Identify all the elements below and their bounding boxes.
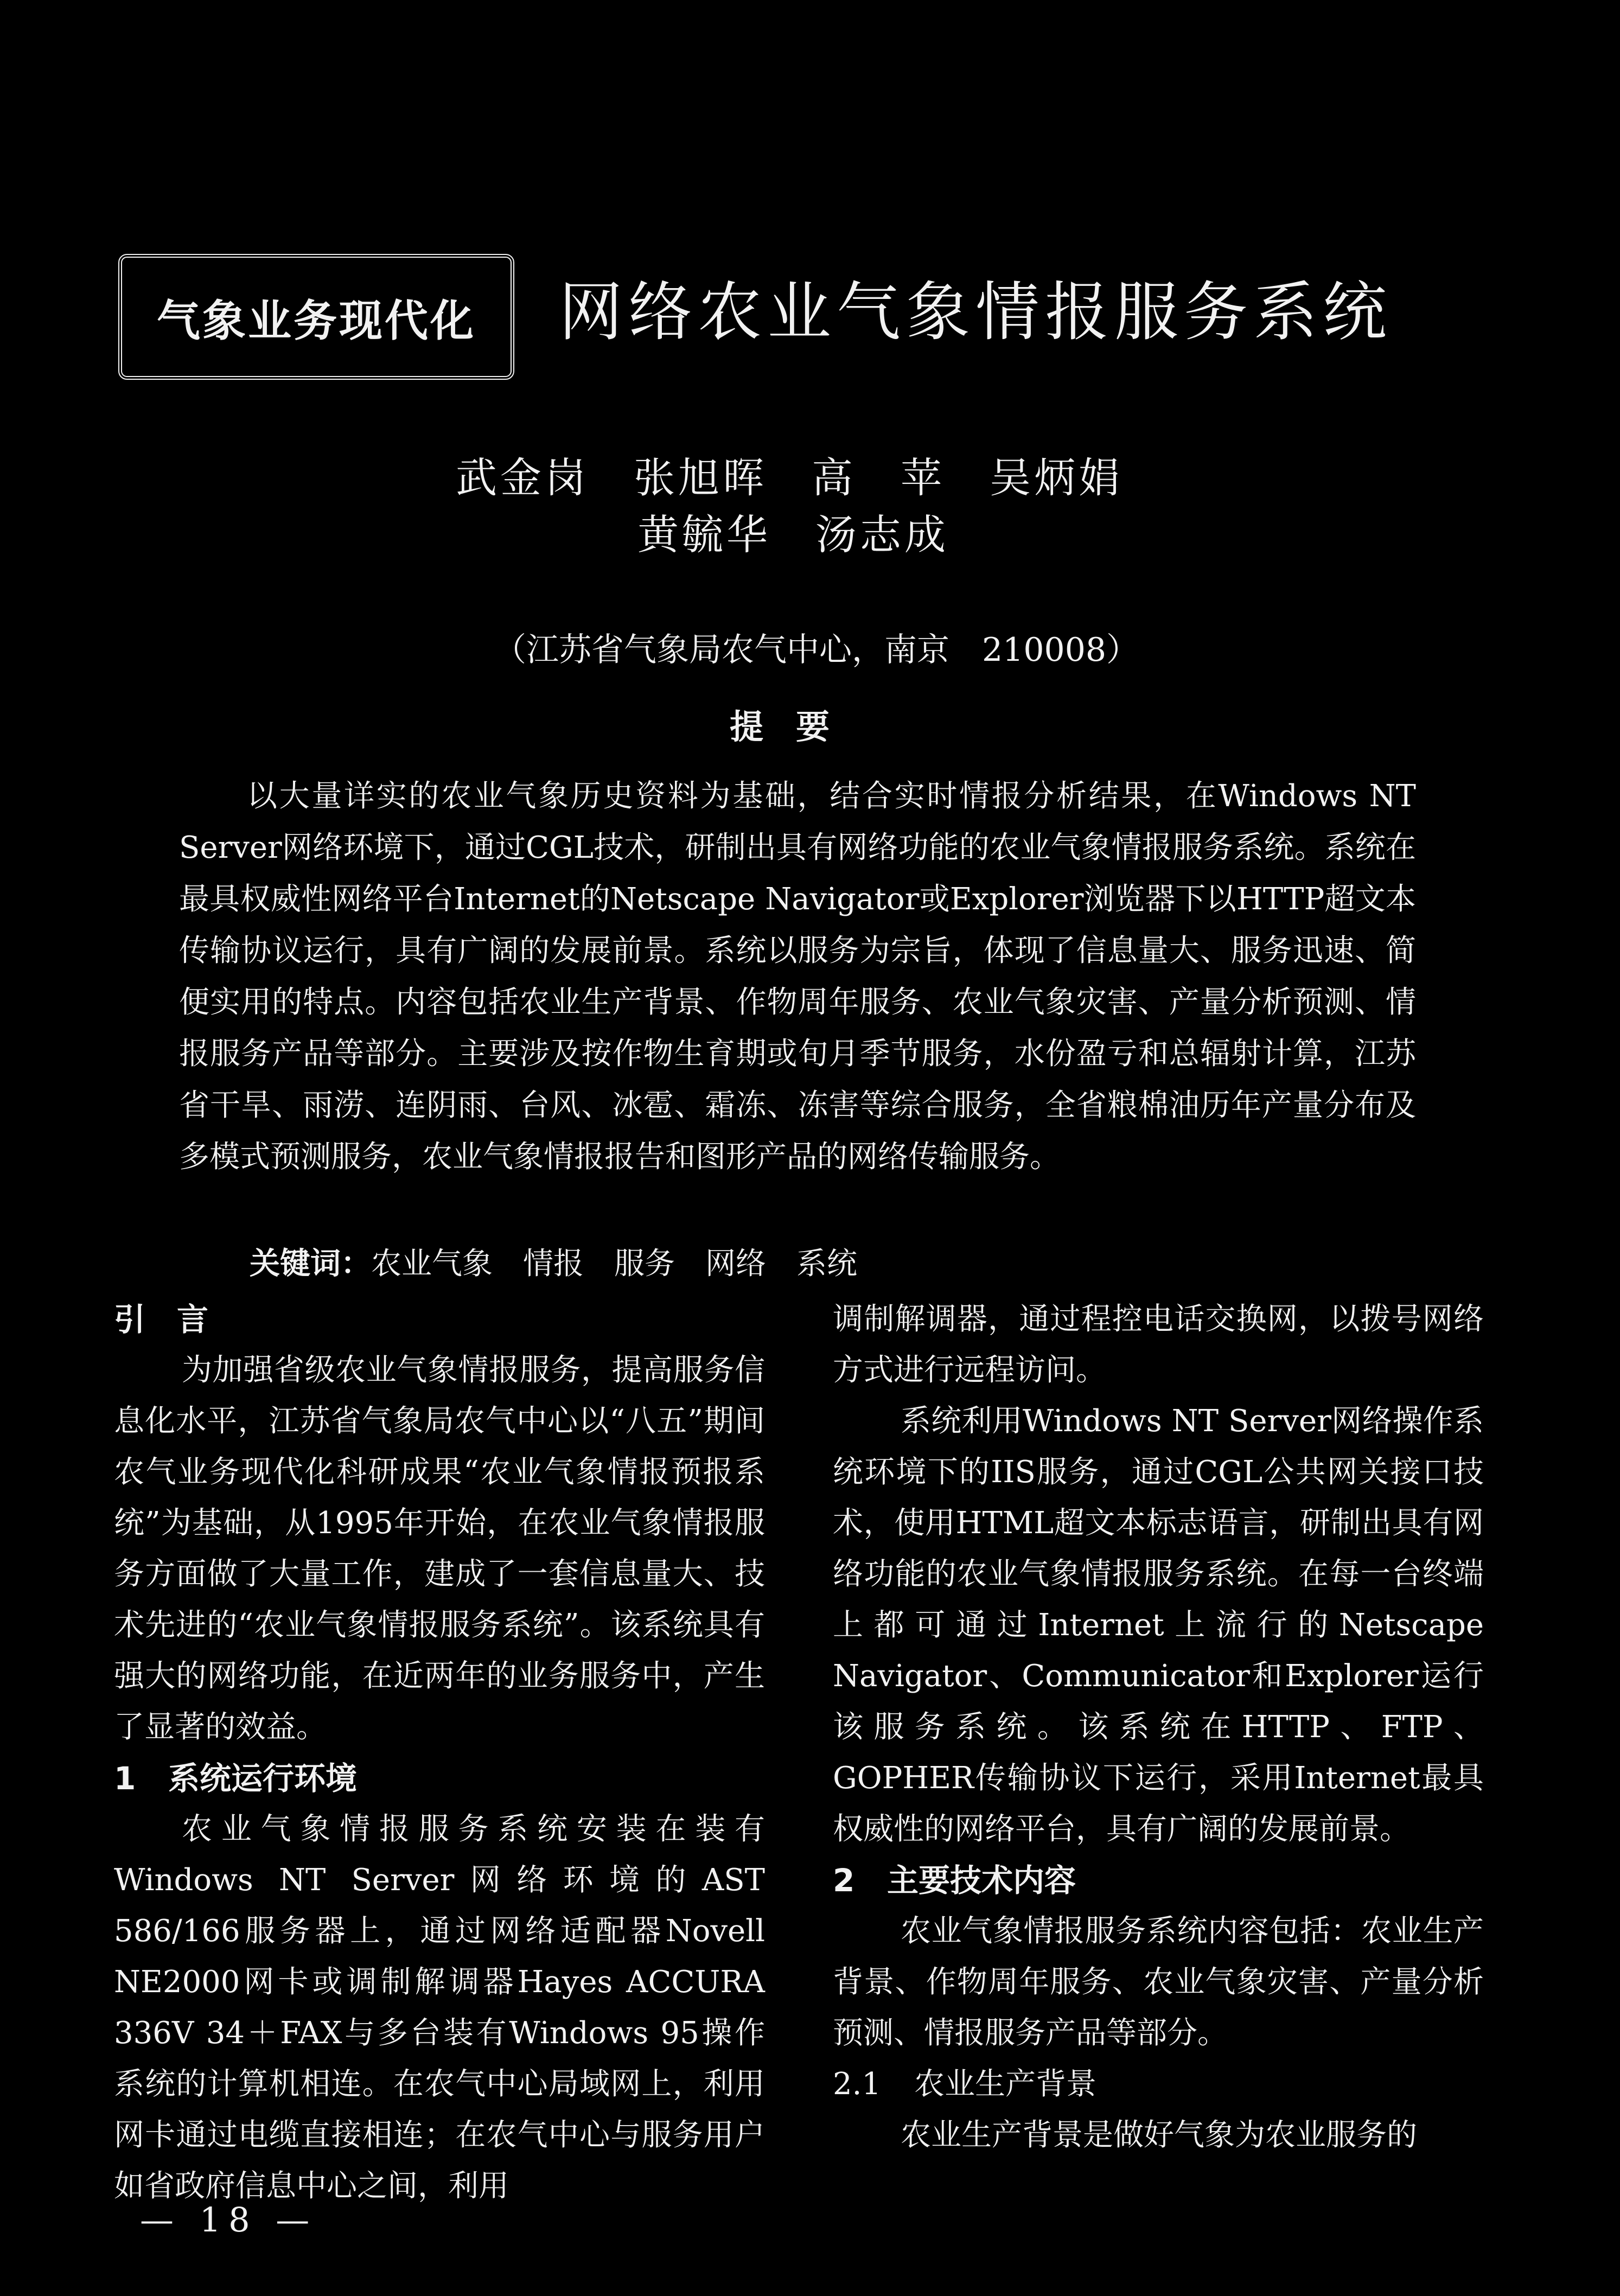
affiliation: （江苏省气象局农气中心，南京 210008） — [494, 631, 1139, 669]
section-1-paragraph-continued: 调制解调器，通过程控电话交换网，以拨号网络方式进行远程访问。 — [833, 1302, 1484, 1388]
section-2-1-paragraph: 农业生产背景是做好气象为农业服务的 — [901, 2118, 1417, 2153]
keywords-list: 农业气象 情报 服务 网络 系统 — [371, 1246, 857, 1281]
section-2-title: 主要技术内容 — [887, 1862, 1076, 1899]
left-column — [114, 1294, 765, 2212]
intro-paragraph: 为加强省级农业气象情报服务，提高服务信息化水平，江苏省气象局农气中心以“八五”期间农气业务现代化科研成果“农业气象情报预报系统”为基础，从1995年开始，在农业气象情报服务方面做了大量工作，建成了一套信息量大、技术先进的“农业气象情报服务系统”。该系统具有强大的网络功能，在近两年的业务服务中，产生了显著的效益。 — [114, 1353, 765, 1745]
page-number: — 18 — — [140, 2200, 317, 2240]
authors-line-1: 武金岗 张旭晖 高 苹 吴炳娟 — [456, 454, 1123, 502]
paper-title: 网络农业气象情报服务系统 — [559, 275, 1393, 349]
section-2-1-title: 农业生产背景 — [914, 2067, 1096, 2102]
abstract-body: 以大量详实的农业气象历史资料为基础，结合实时情报分析结果，在Windows NT Server网络环境下，通过CGL技术，研制出具有网络功能的农业气象情报服务系统。系统在最具权威性网络平台Internet的Netscape Navigator或Explorer浏览器下以HTTP超文本传输协议运行，具有广阔的发展前景。系统以服务为宗旨，体现了信息量大、服务迅速、简便实用的特点。内容包括农业生产背景、作物周年服务、农业气象灾害、产量分析预测、情报服务产品等部分。主要涉及按作物生育期或旬月季节服务，水份盈亏和总辐射计算，江苏省干旱、雨涝、连阴雨、台风、冰雹、霜冻、冻害等综合服务，全省粮棉油历年产量分布及多模式预测服务，农业气象情报报告和图形产品的网络传输服务。 — [179, 779, 1416, 1175]
keywords-line — [250, 1240, 857, 1283]
section-2-number: 2 — [833, 1862, 855, 1899]
section-1-heading — [114, 1753, 765, 1804]
section-1-paragraph-2: 系统利用Windows NT Server网络操作系统环境下的IIS服务，通过CGL公共网关接口技术，使用HTML超文本标志语言，研制出具有网络功能的农业气象情报服务系统。在每一台终端上都可通过Internet上流行的Netscape Navigator、Communicator和Explorer运行该服务系统。该系统在HTTP、FTP、GOPHER传输协议下运行，采用Internet最具权威性的网络平台，具有广阔的发展前景。 — [833, 1404, 1484, 1847]
section-1-number: 1 — [114, 1760, 136, 1797]
authors-line-2: 黄毓华 汤志成 — [637, 511, 949, 559]
column-badge — [118, 254, 514, 380]
column-badge-label: 气象业务现代化 — [157, 295, 476, 346]
keywords-label: 关键词： — [250, 1246, 371, 1281]
right-column — [833, 1294, 1484, 2161]
section-1-paragraph: 农业气象情报服务系统安装在装有Windows NT Server网络环境的AST 586/166服务器上，通过网络适配器Novell NE2000网卡或调制解调器Hayes ACCURA 336V 34＋FAX与多台装有Windows 95操作系统的计算机相连。在农气中心局域网上，利用网卡通过电缆直接相连；在农气中心与服务用户如省政府信息中心之间，利用 — [114, 1812, 765, 2204]
section-2-heading — [833, 1855, 1484, 1906]
section-2-paragraph: 农业气象情报服务系统内容包括：农业生产背景、作物周年服务、农业气象灾害、产量分析预测、情报服务产品等部分。 — [833, 1914, 1484, 2051]
abstract-heading: 提要 — [730, 707, 863, 747]
intro-heading: 引 言 — [114, 1301, 209, 1338]
section-2-1-heading — [833, 2059, 1484, 2110]
section-2-1-number: 2.1 — [833, 2067, 882, 2102]
section-1-title: 系统运行环境 — [168, 1760, 358, 1797]
